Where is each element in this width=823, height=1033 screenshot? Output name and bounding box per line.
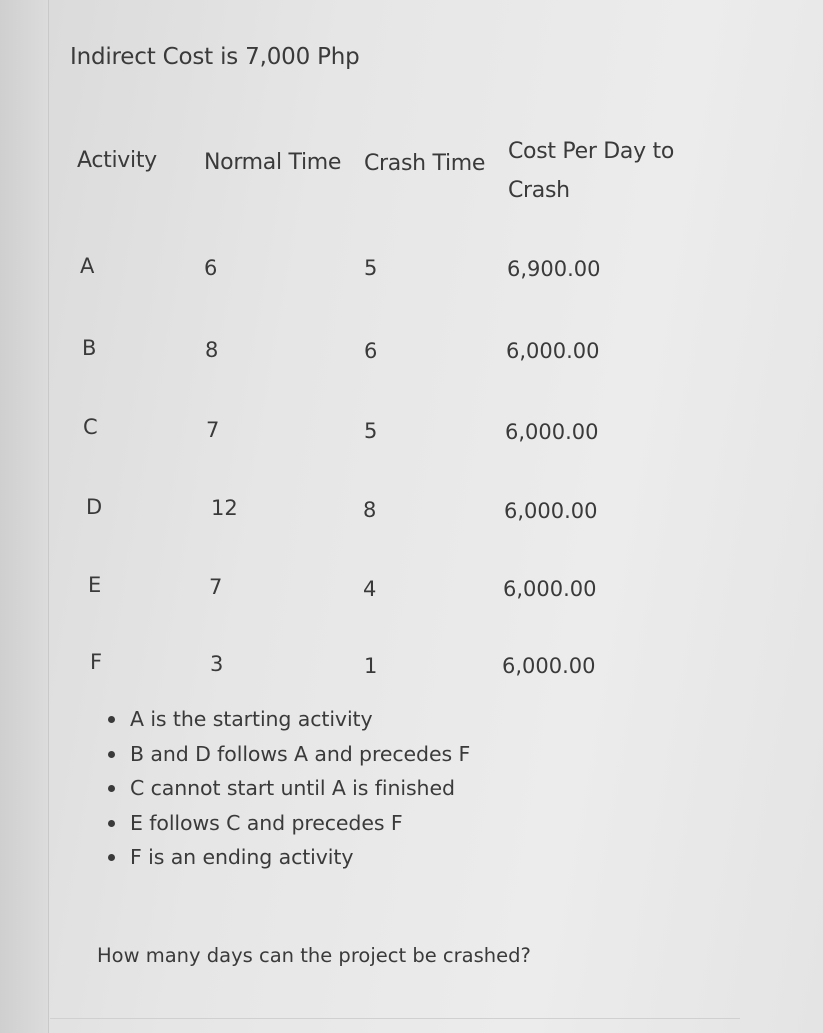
row-a-normal: 6: [204, 256, 218, 280]
row-a-crash: 5: [364, 256, 378, 280]
row-d-normal: 12: [211, 496, 238, 520]
row-b-normal: 8: [205, 338, 219, 362]
row-e-normal: 7: [209, 575, 223, 599]
row-a-cost: 6,900.00: [507, 257, 601, 281]
bullet-dot-icon: [108, 854, 115, 861]
list-item: E follows C and precedes F: [108, 806, 470, 841]
list-item: A is the starting activity: [108, 702, 470, 737]
document-page: [48, 0, 823, 1033]
row-b-cost: 6,000.00: [506, 339, 600, 363]
row-b-crash: 6: [364, 339, 378, 363]
indirect-cost-title: Indirect Cost is 7,000 Php: [70, 44, 360, 70]
row-a-activity: A: [80, 254, 95, 278]
precedence-list: [108, 702, 470, 875]
bullet-dot-icon: [108, 785, 115, 792]
list-item: C cannot start until A is finished: [108, 771, 470, 806]
header-activity: Activity: [77, 148, 157, 173]
bullet-dot-icon: [108, 751, 115, 758]
list-item: F is an ending activity: [108, 840, 470, 875]
row-c-activity: C: [83, 415, 98, 439]
row-f-cost: 6,000.00: [502, 654, 596, 678]
row-c-normal: 7: [206, 418, 220, 442]
row-e-activity: E: [88, 573, 102, 597]
list-item: B and D follows A and precedes F: [108, 737, 470, 772]
left-margin-edge: [0, 0, 49, 1033]
header-normal-time: Normal Time: [204, 150, 342, 175]
answer-divider: [50, 1018, 740, 1019]
row-e-crash: 4: [363, 577, 377, 601]
row-f-crash: 1: [364, 654, 378, 678]
row-c-cost: 6,000.00: [505, 420, 599, 444]
row-e-cost: 6,000.00: [503, 577, 597, 601]
row-f-normal: 3: [210, 652, 224, 676]
row-d-activity: D: [86, 495, 103, 519]
bullet-dot-icon: [108, 820, 115, 827]
bullet-dot-icon: [108, 716, 115, 723]
header-cost-per-day: [508, 132, 708, 210]
question-text: How many days can the project be crashed?: [97, 944, 531, 967]
header-crash-time: Crash Time: [364, 151, 486, 176]
header-cost-line1: Cost Per Day to: [508, 139, 674, 164]
row-d-crash: 8: [363, 498, 377, 522]
row-b-activity: B: [82, 336, 97, 360]
row-d-cost: 6,000.00: [504, 499, 598, 523]
row-f-activity: F: [90, 650, 103, 674]
row-c-crash: 5: [364, 419, 378, 443]
header-cost-line2: Crash: [508, 178, 570, 203]
